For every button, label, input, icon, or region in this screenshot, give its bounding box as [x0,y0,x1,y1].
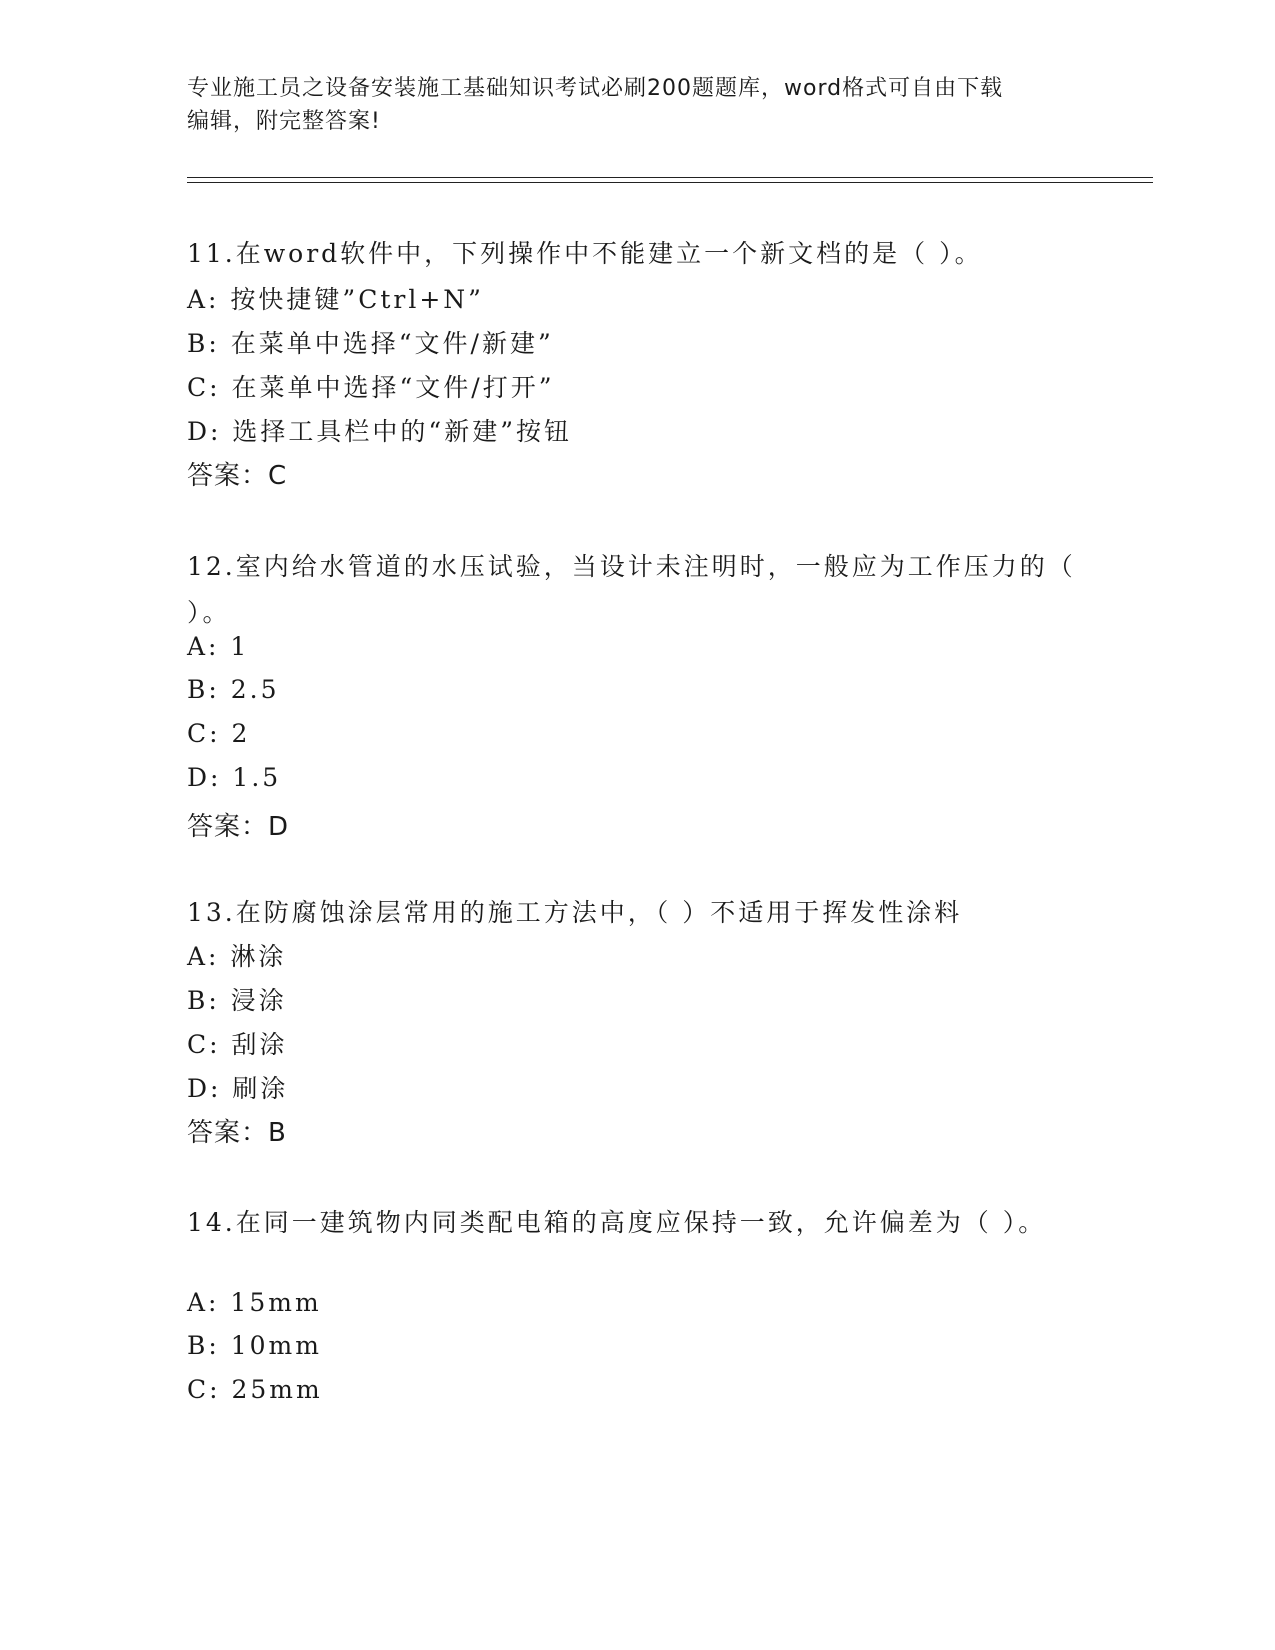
question-option: B: 2.5 [187,675,280,704]
header-line-2: 编辑，附完整答案! [187,109,381,134]
question-answer: 答案：C [187,461,288,491]
question-option: C: 在菜单中选择“文件/打开” [187,373,555,402]
document-header [187,72,1087,138]
question-option: D: 刷涂 [187,1074,289,1103]
question-option: A: 1 [187,632,250,661]
question-option: C: 刮涂 [187,1030,288,1059]
question-option: C: 2 [187,719,251,748]
question-stem: 11.在word软件中，下列操作中不能建立一个新文档的是（ ）。 [187,239,983,268]
question-answer: 答案：D [187,812,290,842]
question-option: B: 10mm [187,1331,322,1360]
question-option: A: 淋涂 [187,942,287,971]
question-answer: 答案：B [187,1118,287,1148]
question-stem: 12.室内给水管道的水压试验，当设计未注明时，一般应为工作压力的（ ）。 [187,552,1076,627]
header-divider-bottom [187,182,1153,183]
header-line-1: 专业施工员之设备安装施工基础知识考试必刷200题题库，word格式可自由下载 [187,76,1004,101]
question-option: A: 按快捷键”Ctrl+N” [187,285,484,314]
question-option: C: 25mm [187,1375,323,1404]
question-option: A: 15mm [187,1288,322,1317]
header-divider-top [187,177,1153,178]
question-stem: 13.在防腐蚀涂层常用的施工方法中，（ ）不适用于挥发性涂料 [187,898,963,927]
question-option: B: 浸涂 [187,986,287,1015]
question-option: D: 选择工具栏中的“新建”按钮 [187,417,572,446]
question-option: D: 1.5 [187,763,282,792]
question-option: B: 在菜单中选择“文件/新建” [187,329,554,358]
question-stem: 14.在同一建筑物内同类配电箱的高度应保持一致，允许偏差为（ ）。 [187,1208,1047,1237]
